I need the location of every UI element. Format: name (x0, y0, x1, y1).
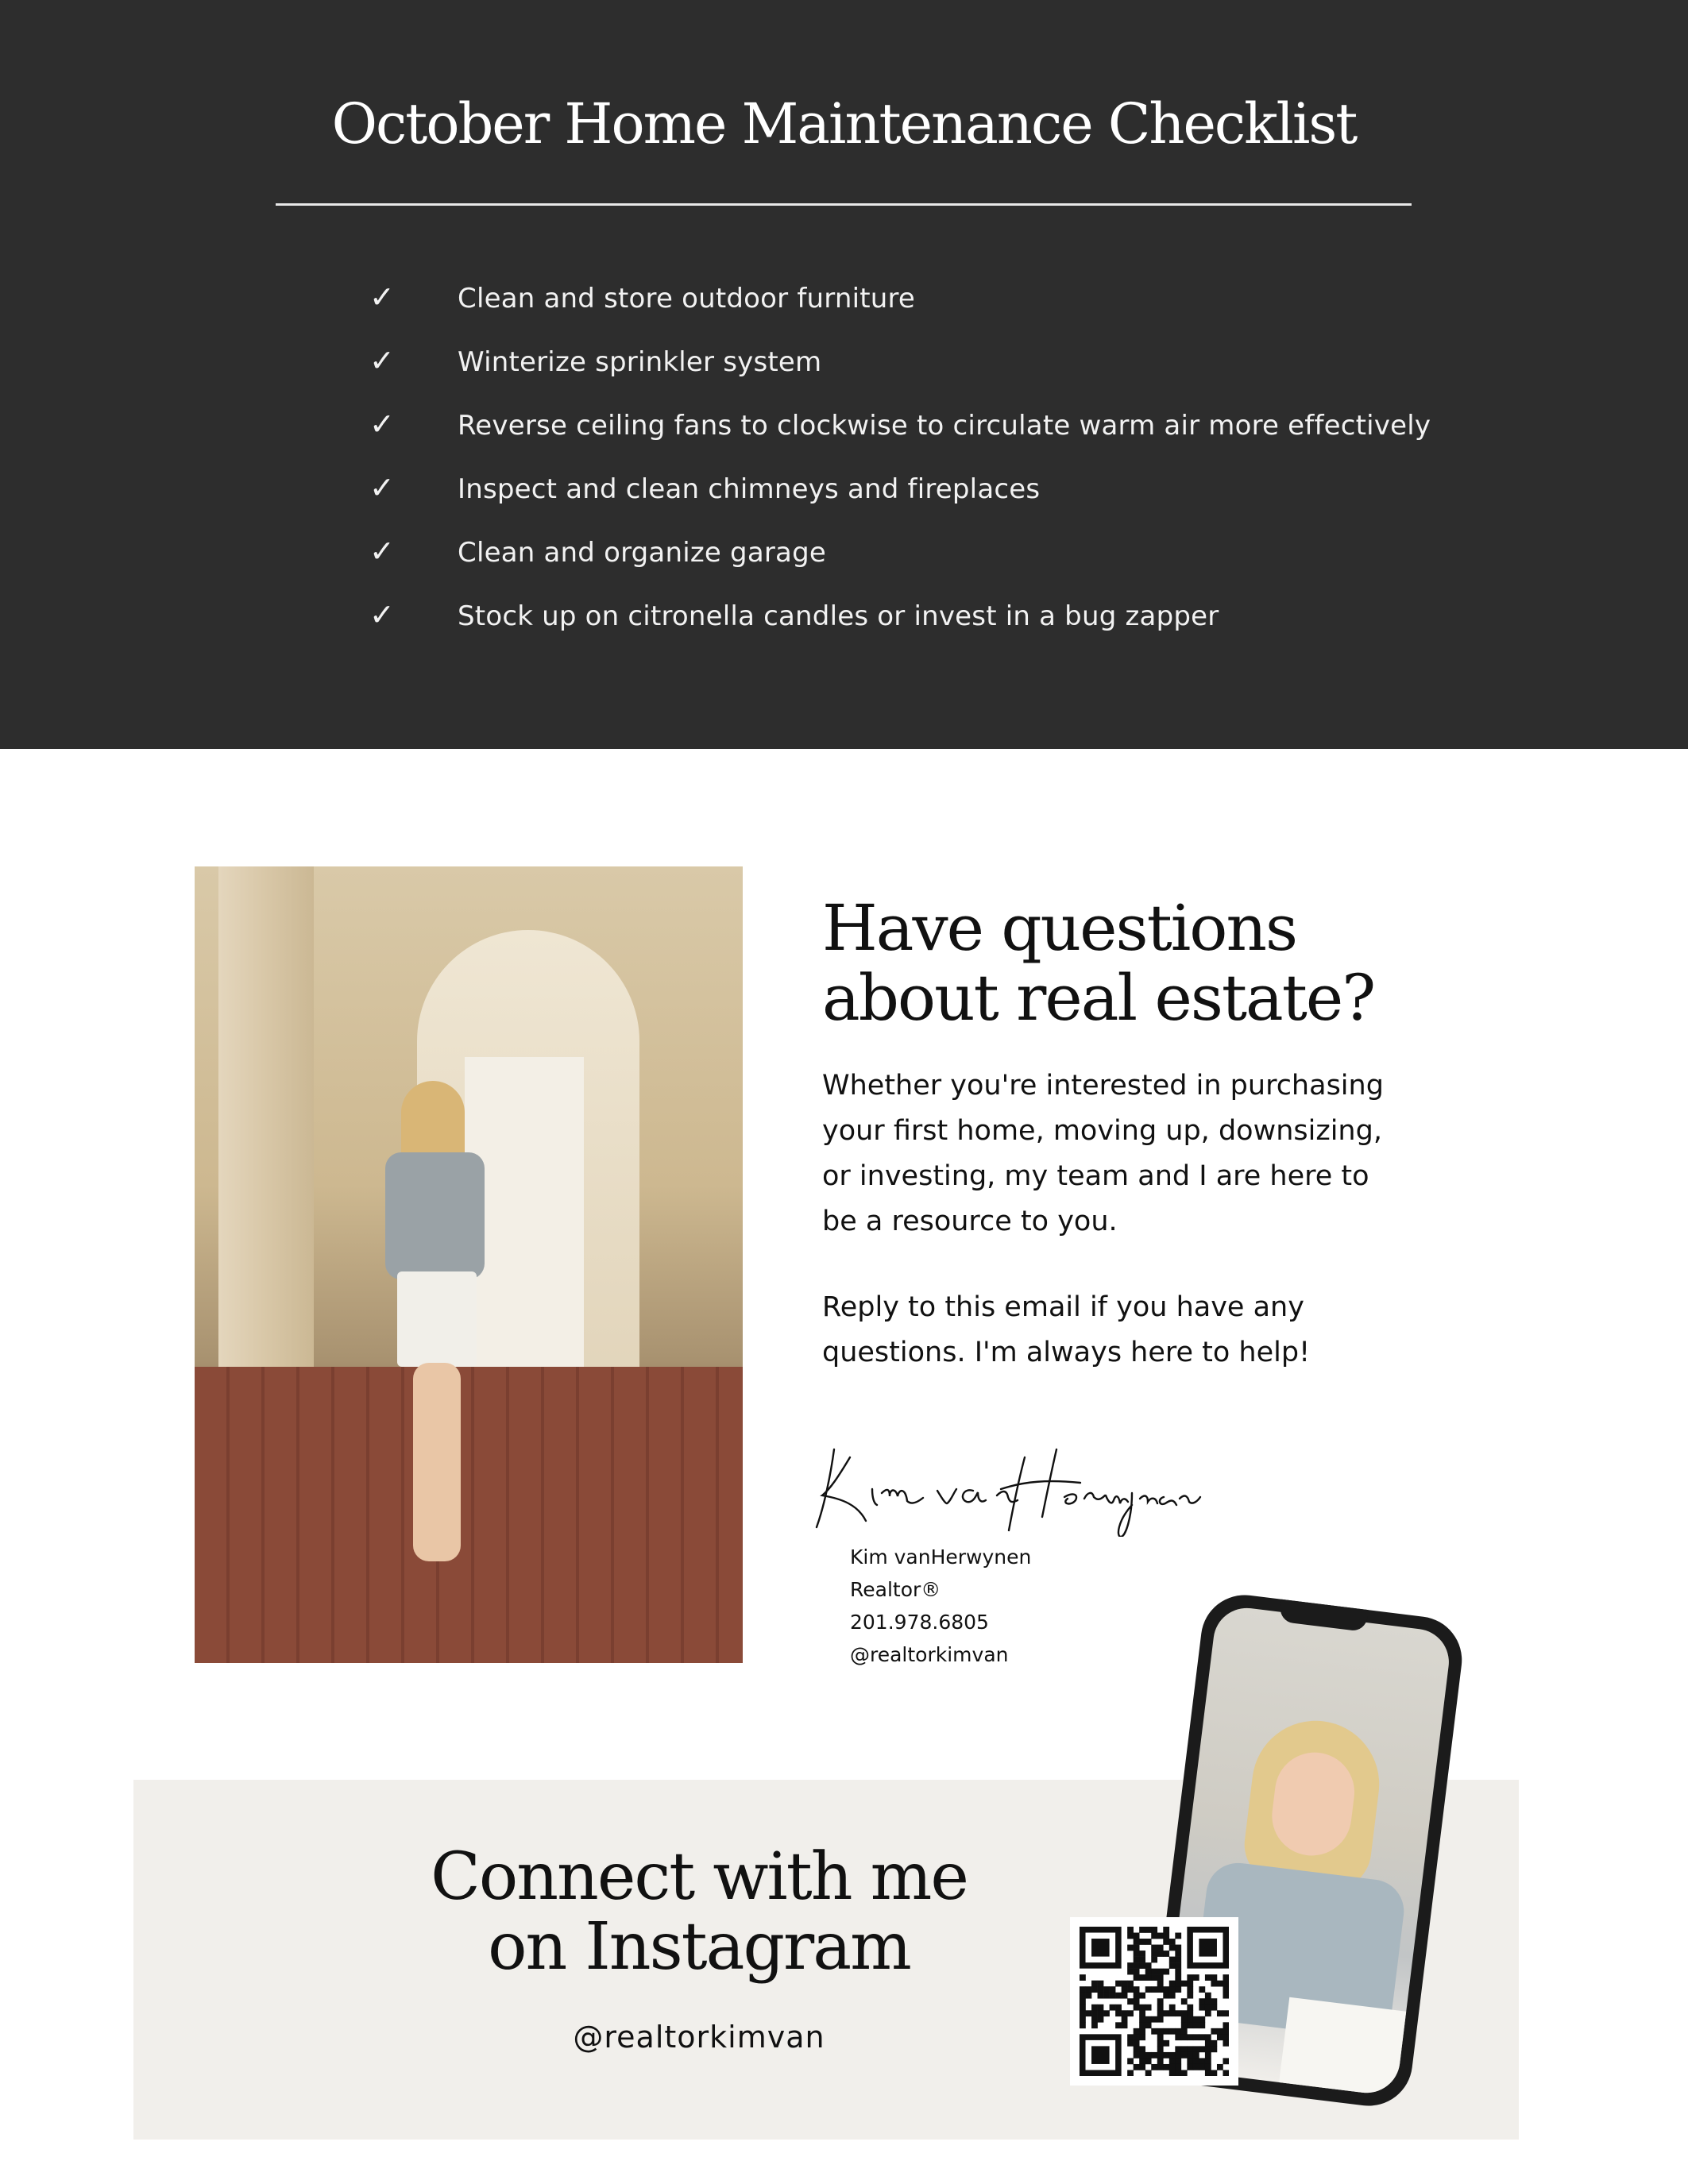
paragraph-line: Whether you're interested in purchasing (822, 1070, 1384, 1102)
checklist-item-text: Winterize sprinkler system (458, 346, 822, 378)
intro-paragraph (822, 1063, 1394, 1244)
checklist-item (0, 343, 1509, 391)
questions-heading-line: Have questions (822, 891, 1297, 965)
instagram-title-line: on Instagram (488, 1909, 910, 1985)
checklist-item-text: Clean and store outdoor furniture (458, 283, 916, 314)
checklist-item (0, 407, 1509, 454)
contact-name: Kim vanHerwynen (850, 1545, 1032, 1569)
checklist-item-text: Inspect and clean chimneys and fireplaces (458, 473, 1041, 505)
qr-code-graphic (1080, 1927, 1229, 2076)
qr-code[interactable] (1070, 1917, 1238, 2086)
checkmark-icon: ✓ (369, 343, 395, 378)
checkmark-icon: ✓ (369, 534, 395, 569)
contact-handle: @realtorkimvan (850, 1643, 1009, 1666)
checkmark-icon: ✓ (369, 407, 395, 442)
title-divider (276, 203, 1412, 206)
checklist-item (0, 470, 1509, 518)
checklist-item-text: Clean and organize garage (458, 537, 826, 569)
contact-phone: 201.978.6805 (850, 1611, 989, 1634)
realtor-photo (195, 866, 743, 1663)
checkmark-icon: ✓ (369, 470, 395, 505)
instagram-title-line: Connect with me (431, 1839, 968, 1915)
reply-paragraph (822, 1285, 1394, 1376)
handwritten-signature (810, 1433, 1207, 1537)
contact-info (850, 1541, 1031, 1671)
checklist-item (0, 280, 1509, 327)
paragraph-line: your first home, moving up, downsizing, (822, 1115, 1382, 1147)
paragraph-line: or investing, my team and I are here to (822, 1160, 1369, 1192)
instagram-title (342, 1839, 1056, 1985)
checkmark-icon: ✓ (369, 597, 395, 632)
paragraph-line: questions. I'm always here to help! (822, 1337, 1311, 1368)
checkmark-icon: ✓ (369, 280, 395, 314)
paragraph-line: be a resource to you. (822, 1206, 1118, 1237)
contact-title: Realtor® (850, 1578, 941, 1601)
checklist-item (0, 597, 1509, 645)
checklist-item (0, 534, 1509, 581)
paragraph-line: Reply to this email if you have any (822, 1291, 1304, 1323)
checklist-item-text: Stock up on citronella candles or invest in a bug zapper (458, 600, 1219, 632)
checklist-title: October Home Maintenance Checklist (331, 91, 1357, 156)
instagram-handle[interactable]: @realtorkimvan (573, 2020, 825, 2055)
questions-heading-line: about real estate? (822, 961, 1375, 1035)
questions-heading (822, 893, 1458, 1033)
checklist-item-text: Reverse ceiling fans to clockwise to circulate warm air more effectively (458, 410, 1431, 442)
